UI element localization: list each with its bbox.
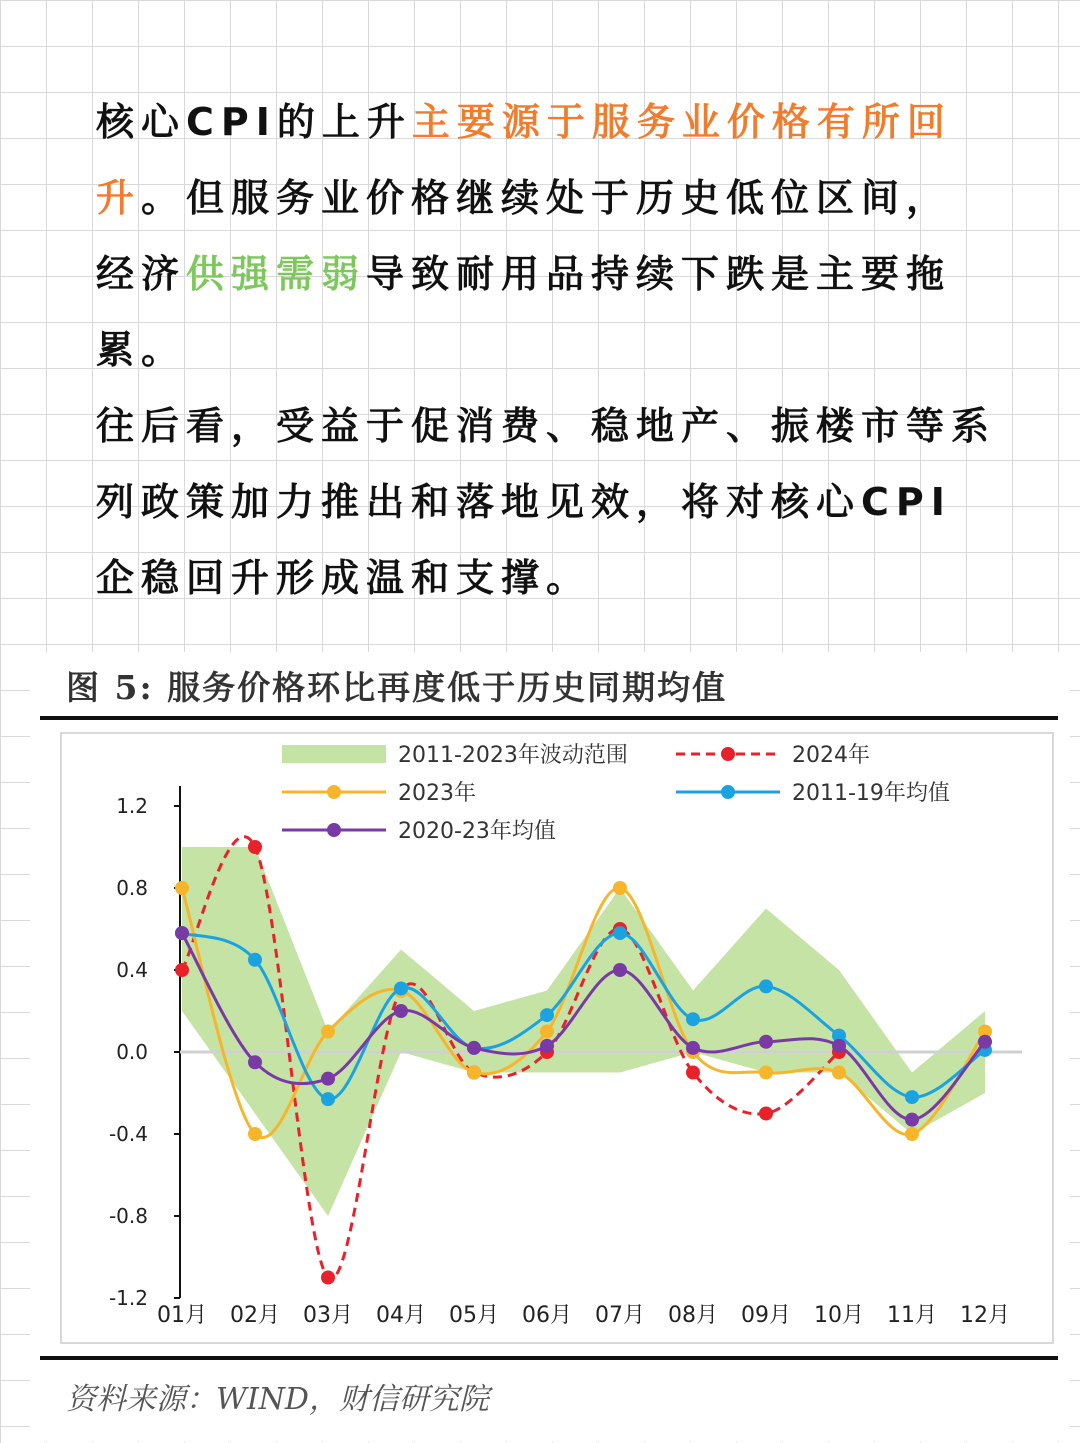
p1-part3: 。但服务业价格继续处于历史低位区间，经济 bbox=[96, 176, 952, 296]
data-point bbox=[321, 1271, 335, 1285]
p1-highlight-supply-demand: 供强需弱 bbox=[186, 252, 367, 296]
legend-label: 2023年 bbox=[398, 781, 476, 806]
data-point bbox=[175, 881, 189, 895]
data-point bbox=[832, 1066, 846, 1080]
data-point bbox=[613, 881, 627, 895]
data-point bbox=[905, 1127, 919, 1141]
x-tick-label: 11月 bbox=[887, 1303, 937, 1328]
legend-label: 2011-2023年波动范围 bbox=[398, 743, 628, 768]
y-tick-label: -0.8 bbox=[108, 1204, 148, 1228]
x-tick-label: 04月 bbox=[376, 1303, 426, 1328]
data-point bbox=[394, 1004, 408, 1018]
y-tick-label: 0.4 bbox=[116, 958, 148, 982]
data-point bbox=[540, 1008, 554, 1022]
data-point bbox=[248, 1127, 262, 1141]
source-note: 资料来源：WIND，财信研究院 bbox=[66, 1382, 489, 1417]
data-point bbox=[759, 979, 773, 993]
legend-marker bbox=[327, 823, 341, 837]
data-point bbox=[321, 1025, 335, 1039]
data-point bbox=[613, 963, 627, 977]
data-point bbox=[248, 953, 262, 967]
legend-marker bbox=[721, 747, 735, 761]
data-point bbox=[686, 1041, 700, 1055]
data-point bbox=[467, 1041, 481, 1055]
figure bbox=[30, 652, 1070, 1442]
data-point bbox=[175, 926, 189, 940]
data-point bbox=[686, 1066, 700, 1080]
data-point bbox=[613, 926, 627, 940]
data-point bbox=[686, 1012, 700, 1026]
source-rule bbox=[40, 1356, 1058, 1360]
x-tick-label: 02月 bbox=[230, 1303, 280, 1328]
y-tick-label: -0.4 bbox=[108, 1122, 148, 1146]
figure-title: 图 5: 服务价格环比再度低于历史同期均值 bbox=[66, 668, 728, 707]
legend-item bbox=[676, 781, 950, 806]
y-tick-label: 0.8 bbox=[116, 876, 148, 900]
legend-marker bbox=[327, 785, 341, 799]
p1-highlight-services: 主要源于服务业价格有所回升 bbox=[96, 100, 952, 220]
x-tick-label: 07月 bbox=[595, 1303, 645, 1328]
x-tick-label: 03月 bbox=[303, 1303, 353, 1328]
data-point bbox=[540, 1039, 554, 1053]
legend-label: 2020-23年均值 bbox=[398, 819, 556, 844]
data-point bbox=[759, 1107, 773, 1121]
data-point bbox=[175, 963, 189, 977]
data-point bbox=[540, 1025, 554, 1039]
legend-item bbox=[282, 819, 556, 844]
legend-item bbox=[676, 743, 870, 768]
data-point bbox=[905, 1113, 919, 1127]
legend-label: 2024年 bbox=[792, 743, 870, 768]
paragraph-2: 往后看，受益于促消费、稳地产、振楼市等系列政策加力推出和落地见效，将对核心CPI企稳回升形成温和支撑。 bbox=[96, 404, 997, 600]
services-price-chart bbox=[62, 734, 1052, 1342]
data-point bbox=[467, 1066, 481, 1080]
y-tick-label: 0.0 bbox=[116, 1040, 148, 1064]
x-tick-label: 08月 bbox=[668, 1303, 718, 1328]
p1-part5: 导致耐用品持续下跌是主要拖累。 bbox=[96, 252, 952, 372]
y-tick-label: 1.2 bbox=[116, 794, 148, 818]
legend-item bbox=[282, 781, 476, 806]
data-point bbox=[248, 840, 262, 854]
data-point bbox=[321, 1092, 335, 1106]
legend-item bbox=[282, 743, 628, 768]
x-tick-label: 10月 bbox=[814, 1303, 864, 1328]
p1-part1: 核心CPI的上升 bbox=[96, 100, 412, 144]
title-rule bbox=[40, 716, 1058, 720]
legend-swatch bbox=[282, 745, 386, 763]
legend-marker bbox=[721, 785, 735, 799]
legend-label: 2011-19年均值 bbox=[792, 781, 950, 806]
data-point bbox=[978, 1035, 992, 1049]
x-tick-label: 12月 bbox=[960, 1303, 1010, 1328]
data-point bbox=[905, 1090, 919, 1104]
data-point bbox=[832, 1039, 846, 1053]
x-tick-label: 09月 bbox=[741, 1303, 791, 1328]
data-point bbox=[248, 1055, 262, 1069]
data-point bbox=[321, 1072, 335, 1086]
data-point bbox=[759, 1035, 773, 1049]
x-tick-label: 01月 bbox=[157, 1303, 207, 1328]
x-tick-label: 06月 bbox=[522, 1303, 572, 1328]
data-point bbox=[759, 1066, 773, 1080]
x-tick-label: 05月 bbox=[449, 1303, 499, 1328]
data-point bbox=[394, 981, 408, 995]
legend bbox=[282, 743, 950, 844]
chart-frame bbox=[60, 732, 1054, 1344]
y-tick-label: -1.2 bbox=[108, 1286, 148, 1310]
commentary-text bbox=[96, 84, 996, 616]
paragraph-1 bbox=[96, 84, 996, 388]
